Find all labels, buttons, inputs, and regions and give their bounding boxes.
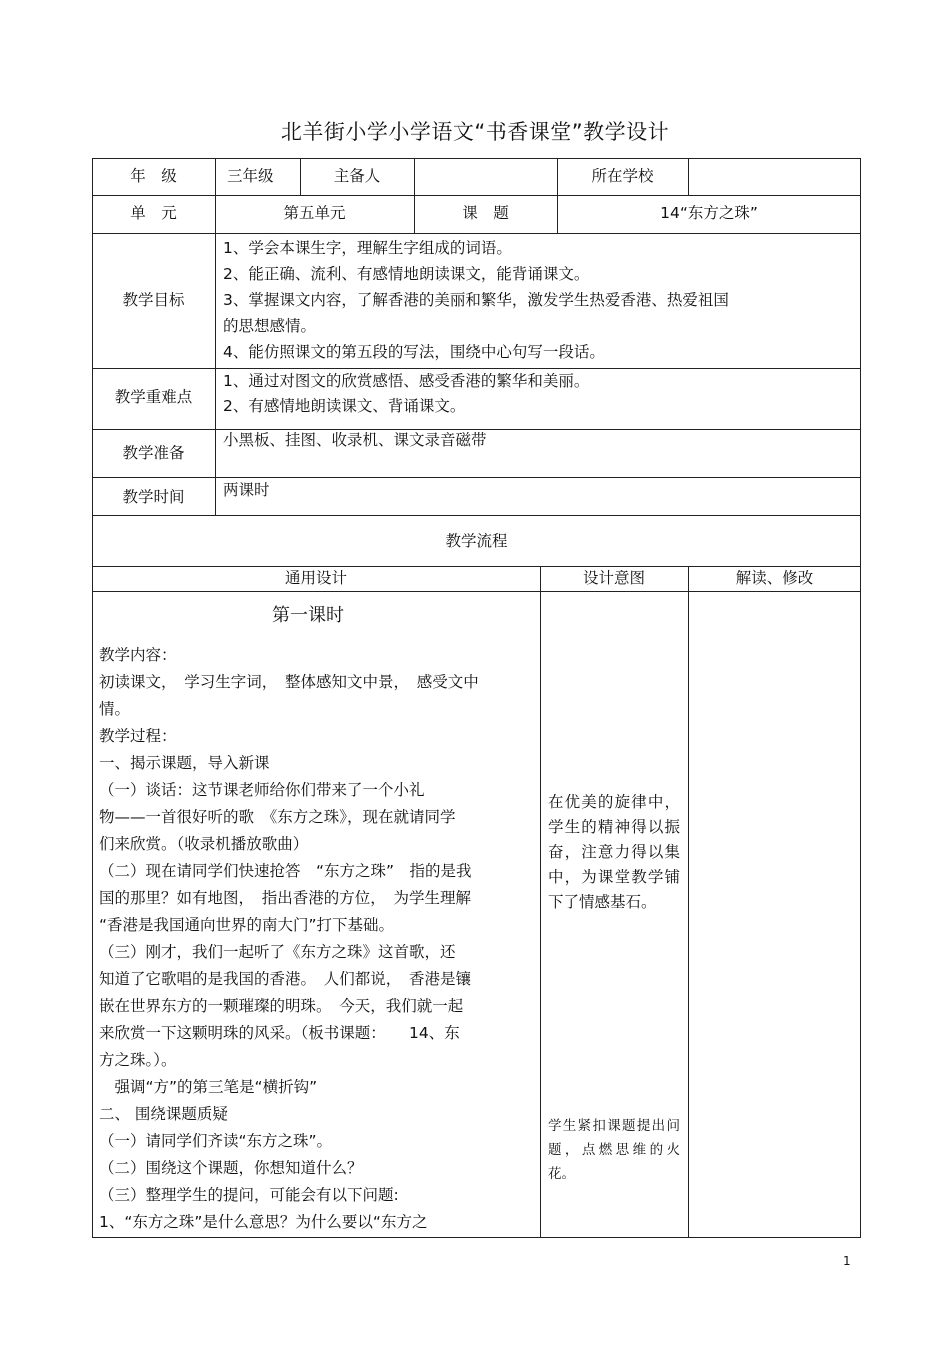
goal-line: 3、掌握课文内容，了解香港的美丽和繁华，激发学生热爱香港、热爱祖国 [223,291,729,309]
row-divider [92,515,861,516]
row-divider [92,233,861,234]
intent-column-header: 设计意图 [582,569,645,587]
key-point-line: 2、有感情地朗读课文、背诵课文。 [223,397,466,415]
content-line: 们来欣赏。（收录机播放歌曲） [99,835,309,853]
content-line: 教学过程： [99,727,177,745]
time-value: 两课时 [223,481,270,499]
unit-label: 单 元 [130,204,177,222]
notes-column-header: 解读、修改 [735,569,814,587]
content-line: 初读课文， 学习生字词， 整体感知文中景， 感受文中 [99,673,479,691]
row-divider [92,566,861,567]
grade-value: 三年级 [227,167,274,185]
school-label: 所在学校 [591,167,654,185]
content-line: 知道了它歌唱的是我国的香港。 人们都说， 香港是镶 [99,970,472,988]
key-point-line: 1、通过对图文的欣赏感悟、感受香港的繁华和美丽。 [223,372,590,390]
lesson-content [99,642,479,1236]
content-line: （三）刚才，我们一起听了《东方之珠》这首歌，还 [99,943,456,961]
page-number: 1 [843,1254,851,1268]
content-line: （二）现在请同学们快速抢答 “东方之珠” 指的是我 [99,862,472,880]
content-line: 嵌在世界东方的一颗璀璨的明珠。 今天，我们就一起 [99,997,464,1015]
content-line: 情。 [99,700,131,718]
time-label: 教学时间 [122,488,185,506]
content-line: 物——一首很好听的歌 《东方之珠》，现在就请同学 [99,808,456,826]
content-line: （三）整理学生的提问，可能会有以下问题: [99,1186,399,1204]
col-divider [688,566,689,1238]
goal-line: 4、能仿照课文的第五段的写法，围绕中心句写一段话。 [223,343,605,361]
content-line: “香港是我国通向世界的南大门”打下基础。 [99,916,395,934]
goal-line: 1、学会本课生字，理解生字组成的词语。 [223,239,512,257]
content-line: （一）谈话：这节课老师给你们带来了一个小礼 [99,781,425,799]
design-column-header: 通用设计 [284,569,347,587]
topic-value: 14“东方之珠” [660,204,758,222]
content-line: 一、揭示课题，导入新课 [99,754,270,772]
content-line: 教学内容： [99,646,177,664]
goals-list [223,235,729,365]
flow-header: 教学流程 [445,532,508,550]
content-line: 二、 围绕课题质疑 [99,1105,228,1123]
col-divider [540,566,541,1238]
row-divider [92,195,861,196]
page-title: 北羊街小学小学语文“书香课堂”教学设计 [280,120,670,144]
content-line: 来欣赏一下这颗明珠的风采。（板书课题： 14、东 [99,1024,460,1042]
row-divider [92,477,861,478]
goal-line: 2、能正确、流利、有感情地朗读课文，能背诵课文。 [223,265,590,283]
intent-note: 在优美的旋律中，学生的精神得以振奋，注意力得以集中，为课堂教学铺下了情感基石。 [548,793,680,911]
intent-note: 学生紧扣课题提出问题，点燃思维的火花。 [548,1118,680,1182]
content-line: （二）围绕这个课题，你想知道什么？ [99,1159,363,1177]
prep-value: 小黑板、挂图、收录机、课文录音磁带 [223,431,487,449]
preparer-label: 主备人 [333,167,381,185]
goals-label: 教学目标 [122,291,185,309]
col-divider [688,158,689,195]
content-line: 方之珠。）。 [99,1051,177,1069]
key-points-label: 教学重难点 [114,388,193,406]
row-divider [92,591,861,592]
content-line: （一）请同学们齐读“东方之珠”。 [99,1132,333,1150]
grade-label: 年 级 [130,167,177,185]
unit-value: 第五单元 [283,204,346,222]
lesson-title: 第一课时 [272,605,344,626]
key-points-list [223,369,589,419]
goal-line: 的思想感情。 [223,317,317,335]
content-line: 强调“方”的第三笔是“横折钩” [99,1078,318,1096]
prep-label: 教学准备 [122,444,185,462]
content-line: 1、“东方之珠”是什么意思？为什么要以“东方之 [99,1213,428,1231]
content-line: 国的那里？如有地图， 指出香港的方位， 为学生理解 [99,889,472,907]
topic-label: 课 题 [462,204,509,222]
